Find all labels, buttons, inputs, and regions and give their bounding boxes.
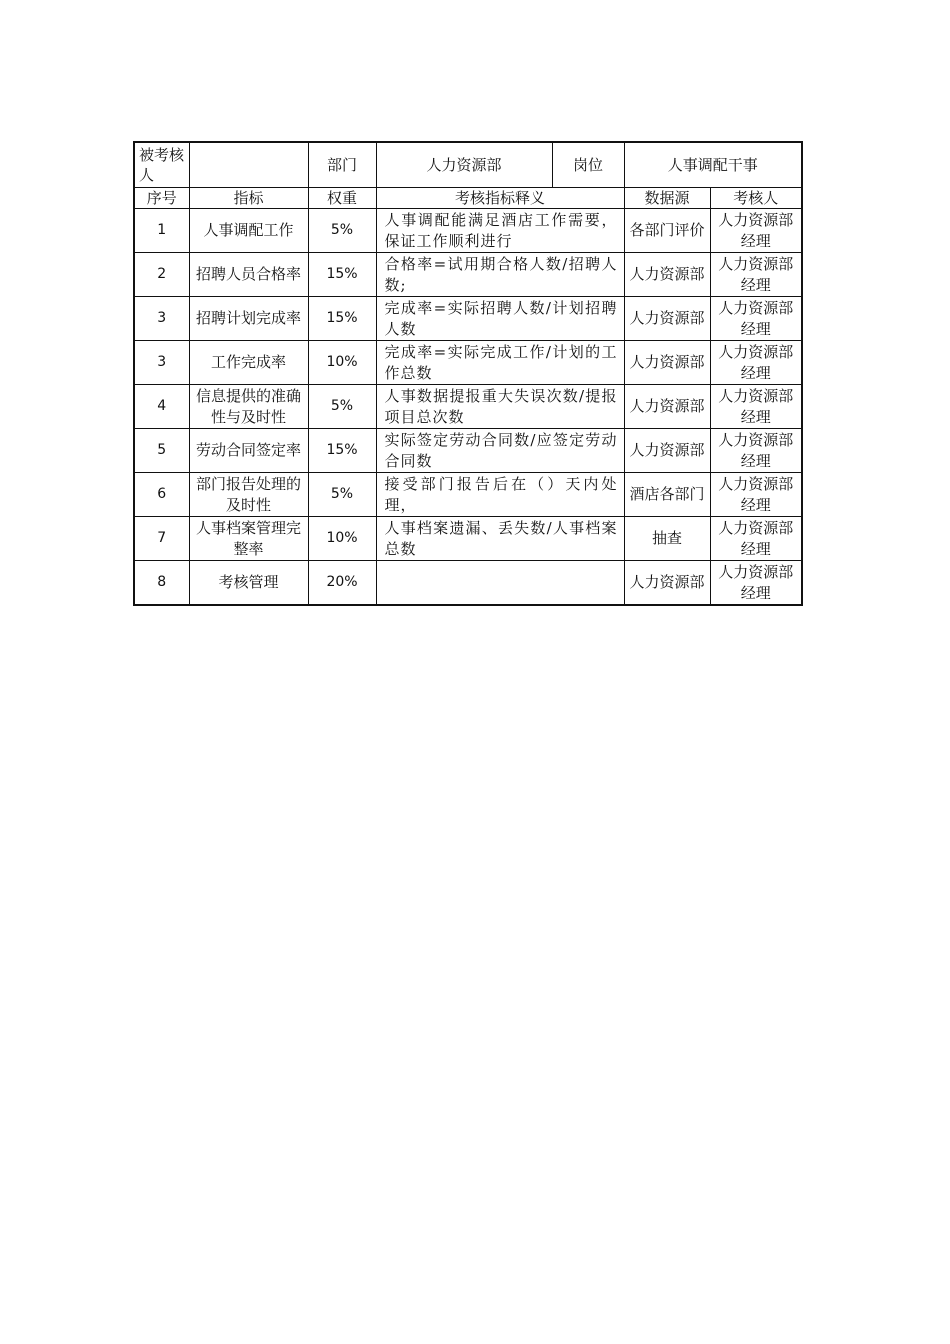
row-indicator: 劳动合同签定率 — [189, 429, 308, 473]
row-weight: 20% — [308, 561, 376, 606]
row-definition — [376, 561, 624, 606]
col-header-source: 数据源 — [624, 188, 710, 209]
row-source: 人力资源部 — [624, 253, 710, 297]
row-no: 1 — [134, 209, 189, 253]
row-indicator: 招聘人员合格率 — [189, 253, 308, 297]
table-row — [134, 473, 802, 517]
kpi-table — [133, 141, 803, 606]
row-weight: 5% — [308, 385, 376, 429]
row-no: 8 — [134, 561, 189, 606]
col-header-weight: 权重 — [308, 188, 376, 209]
row-assessor: 人力资源部经理 — [710, 561, 802, 606]
row-weight: 15% — [308, 297, 376, 341]
row-source: 人力资源部 — [624, 297, 710, 341]
row-no: 6 — [134, 473, 189, 517]
row-source: 人力资源部 — [624, 561, 710, 606]
row-source: 抽查 — [624, 517, 710, 561]
row-indicator: 考核管理 — [189, 561, 308, 606]
row-assessor: 人力资源部经理 — [710, 253, 802, 297]
row-assessor: 人力资源部经理 — [710, 341, 802, 385]
row-source: 人力资源部 — [624, 341, 710, 385]
row-definition: 人事档案遗漏、丢失数/人事档案总数 — [376, 517, 624, 561]
row-definition: 接受部门报告后在（）天内处理， — [376, 473, 624, 517]
table-row — [134, 561, 802, 606]
row-indicator: 人事档案管理完整率 — [189, 517, 308, 561]
row-definition: 人事数据提报重大失误次数/提报项目总次数 — [376, 385, 624, 429]
table-row — [134, 429, 802, 473]
row-source: 酒店各部门 — [624, 473, 710, 517]
row-no: 3 — [134, 297, 189, 341]
row-assessor: 人力资源部经理 — [710, 297, 802, 341]
header-row-assessee — [134, 142, 802, 188]
row-no: 3 — [134, 341, 189, 385]
table-row — [134, 385, 802, 429]
col-header-indicator: 指标 — [189, 188, 308, 209]
row-weight: 15% — [308, 253, 376, 297]
col-header-no: 序号 — [134, 188, 189, 209]
row-source: 各部门评价 — [624, 209, 710, 253]
table-row — [134, 253, 802, 297]
row-definition: 合格率=试用期合格人数/招聘人数; — [376, 253, 624, 297]
table-row — [134, 209, 802, 253]
row-indicator: 信息提供的准确性与及时性 — [189, 385, 308, 429]
row-indicator: 工作完成率 — [189, 341, 308, 385]
row-definition: 完成率=实际招聘人数/计划招聘人数 — [376, 297, 624, 341]
row-definition: 人事调配能满足酒店工作需要，保证工作顺利进行 — [376, 209, 624, 253]
row-assessor: 人力资源部经理 — [710, 429, 802, 473]
dept-value: 人力资源部 — [376, 142, 552, 188]
row-weight: 10% — [308, 341, 376, 385]
post-value: 人事调配干事 — [624, 142, 802, 188]
row-source: 人力资源部 — [624, 385, 710, 429]
row-weight: 10% — [308, 517, 376, 561]
table-row — [134, 341, 802, 385]
assessee-value — [189, 142, 308, 188]
table-row — [134, 517, 802, 561]
row-no: 2 — [134, 253, 189, 297]
column-header-row — [134, 188, 802, 209]
table-row — [134, 297, 802, 341]
row-indicator: 招聘计划完成率 — [189, 297, 308, 341]
row-assessor: 人力资源部经理 — [710, 473, 802, 517]
row-weight: 5% — [308, 209, 376, 253]
row-weight: 5% — [308, 473, 376, 517]
assessee-label: 被考核人 — [134, 142, 189, 188]
col-header-assessor: 考核人 — [710, 188, 802, 209]
row-assessor: 人力资源部经理 — [710, 517, 802, 561]
row-weight: 15% — [308, 429, 376, 473]
row-no: 4 — [134, 385, 189, 429]
row-source: 人力资源部 — [624, 429, 710, 473]
post-label: 岗位 — [552, 142, 624, 188]
row-definition: 实际签定劳动合同数/应签定劳动合同数 — [376, 429, 624, 473]
row-assessor: 人力资源部经理 — [710, 385, 802, 429]
col-header-definition: 考核指标释义 — [376, 188, 624, 209]
row-indicator: 部门报告处理的及时性 — [189, 473, 308, 517]
row-no: 5 — [134, 429, 189, 473]
row-no: 7 — [134, 517, 189, 561]
dept-label: 部门 — [308, 142, 376, 188]
row-definition: 完成率=实际完成工作/计划的工作总数 — [376, 341, 624, 385]
row-assessor: 人力资源部经理 — [710, 209, 802, 253]
row-indicator: 人事调配工作 — [189, 209, 308, 253]
